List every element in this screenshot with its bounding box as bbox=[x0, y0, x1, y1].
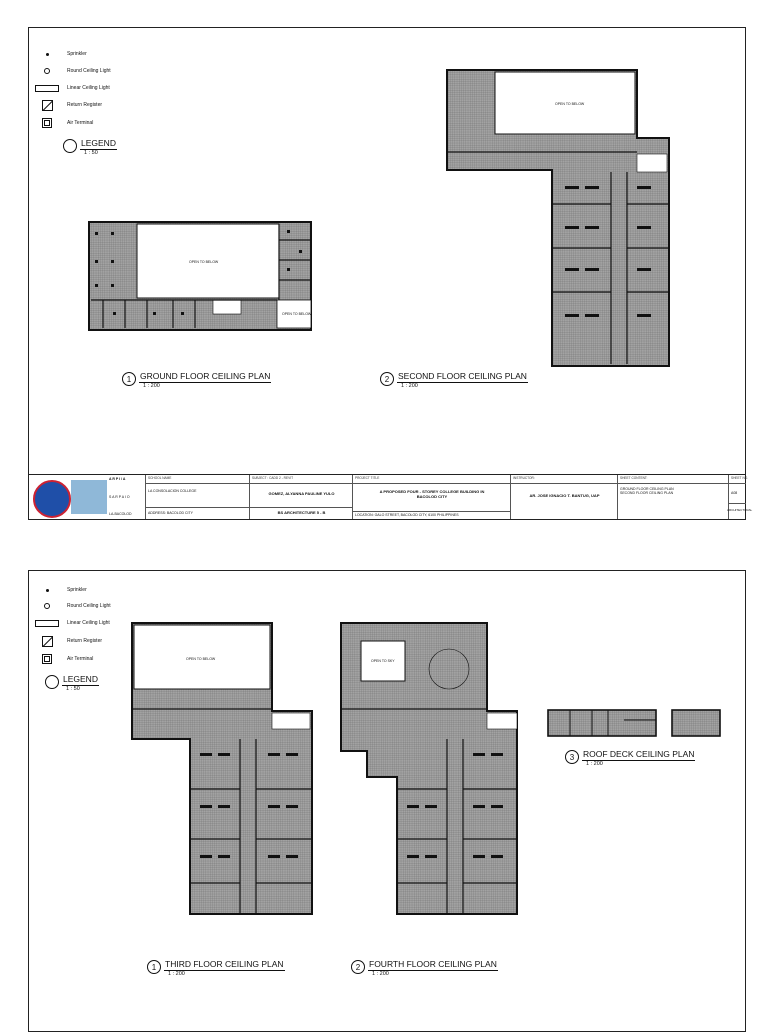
round-ceiling-light-icon bbox=[44, 68, 50, 74]
legend-item-round-light: Round Ceiling Light bbox=[35, 600, 111, 612]
title-block: A R P I / A S A R P A I O LA-BACOLOD SCHOOL NAME LA CONSOLACION COLLEGE ADDRESS: BACOLOD CITY SUBJECT : CADD 2 - REVIT GOMEZ, ALYANNA PAULINE YULO BS ARCHITECTURE 5 - B PROJECT TITLE A PROPOSED FOUR - STOREY COLLEGE BUILDING IN BACOLOD CITY LOCATION: GALO STREET, BACOLOD CITY, 6100 PHILIPPINES INSTRUCTOR: AR. JOSE IGNACIO T. BANTUG, UAP SHEET CONTENT: GROUND FLOOR CEILING PLAN SECOND FLOOR CEILING PLAN SHEET NO. A08 ARCHITECTURAL bbox=[28, 474, 746, 520]
second-floor-plan-title: 2 SECOND FLOOR CEILING PLAN 1 : 200 bbox=[380, 371, 528, 389]
instructor-cell: INSTRUCTOR: AR. JOSE IGNACIO T. BANTUG, UAP bbox=[510, 475, 618, 519]
legend-item-linear-light: Linear Ceiling Light bbox=[35, 82, 110, 94]
legend-item-return-register: Return Register bbox=[35, 99, 102, 111]
arpia-logo bbox=[71, 480, 107, 514]
linear-ceiling-light-icon bbox=[35, 620, 59, 627]
legend-title: LEGEND 1 : 50 bbox=[45, 674, 99, 692]
air-terminal-icon bbox=[42, 118, 52, 128]
ground-floor-plan-title: 1 GROUND FLOOR CEILING PLAN 1 : 200 bbox=[122, 371, 271, 389]
air-terminal-icon bbox=[42, 654, 52, 664]
legend-item-air-terminal: Air Terminal bbox=[35, 117, 93, 129]
school-cell: SCHOOL NAME LA CONSOLACION COLLEGE ADDRESS: BACOLOD CITY bbox=[145, 475, 250, 519]
legend-item-return-register: Return Register bbox=[35, 635, 102, 647]
sheet-content-cell: SHEET CONTENT: GROUND FLOOR CEILING PLAN SECOND FLOOR CEILING PLAN bbox=[617, 475, 729, 519]
return-register-icon bbox=[42, 100, 53, 111]
return-register-icon bbox=[42, 636, 53, 647]
roof-deck-plan-title: 3 ROOF DECK CEILING PLAN 1 : 200 bbox=[565, 749, 695, 767]
second-floor-plan: OPEN TO BELOW bbox=[437, 68, 669, 366]
fourth-floor-plan: OPEN TO SKY bbox=[337, 621, 547, 916]
legend-item-round-light: Round Ceiling Light bbox=[35, 65, 111, 77]
linear-ceiling-light-icon bbox=[35, 85, 59, 92]
project-cell: PROJECT TITLE A PROPOSED FOUR - STOREY COLLEGE BUILDING IN BACOLOD CITY LOCATION: GALO STREET, BACOLOD CITY, 6100 PHILIPPINES bbox=[352, 475, 511, 519]
roof-deck-plan bbox=[546, 708, 726, 742]
school-seal-logo bbox=[33, 480, 71, 518]
sprinkler-icon bbox=[46, 53, 49, 56]
ground-floor-plan: OPEN TO BELOW OPEN TO BELOW bbox=[87, 220, 313, 332]
legend-item-sprinkler: Sprinkler bbox=[35, 584, 87, 596]
drawing-sheet-2 bbox=[28, 570, 746, 1032]
sheet-number-cell: SHEET NO. A08 ARCHITECTURAL bbox=[728, 475, 746, 519]
legend-item-sprinkler: Sprinkler bbox=[35, 48, 87, 60]
legend-item-linear-light: Linear Ceiling Light bbox=[35, 617, 110, 629]
legend-item-air-terminal: Air Terminal bbox=[35, 653, 93, 665]
sprinkler-icon bbox=[46, 589, 49, 592]
third-floor-plan: OPEN TO BELOW bbox=[122, 621, 332, 916]
legend-title: LEGEND 1 : 50 bbox=[63, 138, 117, 156]
fourth-floor-plan-title: 2 FOURTH FLOOR CEILING PLAN 1 : 200 bbox=[351, 959, 498, 977]
third-floor-plan-title: 1 THIRD FLOOR CEILING PLAN 1 : 200 bbox=[147, 959, 285, 977]
drawing-sheet-1 bbox=[28, 27, 753, 520]
subject-cell: SUBJECT : CADD 2 - REVIT GOMEZ, ALYANNA PAULINE YULO BS ARCHITECTURE 5 - B bbox=[249, 475, 353, 519]
round-ceiling-light-icon bbox=[44, 603, 50, 609]
